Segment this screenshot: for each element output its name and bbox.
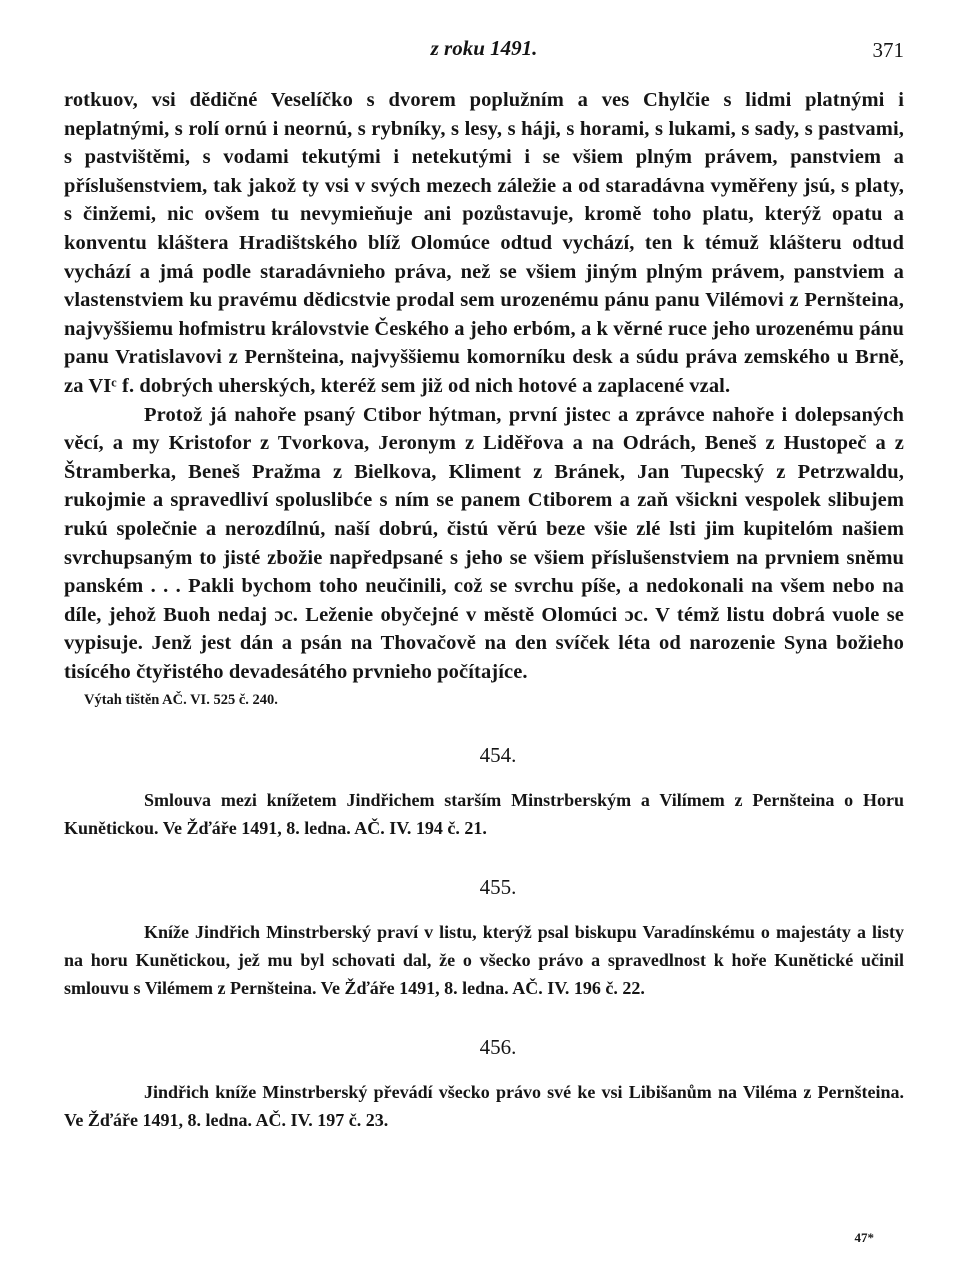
signature-mark: 47*: [854, 1230, 874, 1245]
entry-number: 454.: [479, 743, 517, 768]
entry-number: 456.: [479, 1035, 517, 1060]
entry-455: [64, 874, 904, 1002]
entry-454: [64, 742, 904, 842]
paragraph-warranty: Protož já nahoře psaný Ctibor hýtman, první jistec a zprávce nahoře i dolepsaných věcí, a my Kristofor z Tvorkova, Jeronym z Liděřova a na Odrách, Beneš z Hustopeč a z Štramberka, Beneš Pražma z Bielkova, Kliment z Bránek, Jan Tupecský z Petrzwaldu, rukojmie a spravedliví spoluslibće s ním se panem Ctiborem a zaň všickni vespolek slibujem rukú společnie a nerozdílnú, naší dobrú, čistú věrú beze všie zlé lsti jim kupitelóm našiem svrchupsaným to jisté zbožie napředpsané s jeho se všiem příslušenstviem na prvniem sněmu panském . . . Pakli bychom toho neučinili, což se svrchu píše, a nedokonali na všem nebo na díle, jehož Buoh nedaj ɔc. Leženie obyčejné v městě Olomúci ɔc. V témž listu dobrá vuole se vypisuje. Jenž jest dán a psán na Thovačově na den svíček léta od narozenie Syna božieho tisícého čtyřistého devadesátého prvnieho počítajíce.: [64, 403, 904, 683]
document-page: [64, 36, 904, 1246]
entry-number: 455.: [479, 875, 517, 900]
running-title: z roku 1491.: [430, 36, 538, 60]
entry-456: [64, 1034, 904, 1134]
page-number: 371: [872, 38, 904, 62]
entry-text: Jindřich kníže Minstrberský převádí všecko právo své ke vsi Libišanům na Viléma z Pernšteina. Ve Žďáře 1491, 8. ledna. AČ. IV. 197 č. 23.: [64, 1082, 904, 1131]
source-note: Výtah tištěn AČ. VI. 525 č. 240.: [84, 692, 278, 709]
entry-text: Kníže Jindřich Minstrberský praví v listu, kterýž psal biskupu Varadínskému o majestáty a listy na horu Kunětickou, jež mu byl schovati dal, že o všecko právo a spravedlnost k hoře Kunětické učinil smlouvu s Vilémem z Pernšteina. Ve Žďáře 1491, 8. ledna. AČ. IV. 196 č. 22.: [64, 922, 904, 999]
page-body: [64, 86, 904, 1134]
entry-text: Smlouva mezi knížetem Jindřichem starším Minstrberským a Vilímem z Pernšteina o Horu Kunětickou. Ve Žďáře 1491, 8. ledna. AČ. IV. 194 č. 21.: [64, 790, 904, 839]
page-header: [64, 36, 904, 70]
paragraph-continuation: rotkuov, vsi dědičné Veselíčko s dvorem poplužním a ves Chylčie s lidmi platnými i neplatnými, s rolí ornú i neornú, s rybníky, s lesy, s háji, s horami, s lukami, s sady, s pastvami, s pastvištěmi, s vodami tekutými i netekutými i se všiem plným právem, panstviem a příslušenstviem, tak jakož ty vsi v svých mezech záležie a od staradávna vyměřeny jsú, s platy, s činžemi, nic ovšem tu nevymieňuje ani pozůstavuje, kromě toho platu, kterýž opatu a konventu kláštera Hradištského blíž Olomúce odtud vychází, ten k témuž klášteru odtud vychází a jmá podle staradávnieho práva, než se všiem jiným plným právem, panstviem a vlastenstviem ku pravému dědicstvie prodal sem urozenému pánu panu Vilémovi z Pernšteina, najvyššiemu hofmistru královstvie Českého a jeho erbóm, a k věrné ruce jeho urozenému pánu panu Vratislavovi z Pernšteina, najvyššiemu komorníku desk a súdu práva zemského u Brně, za VIᶜ f. dobrých uherských, kteréž sem již od nich hotové a zaplacené vzal.: [64, 89, 904, 397]
